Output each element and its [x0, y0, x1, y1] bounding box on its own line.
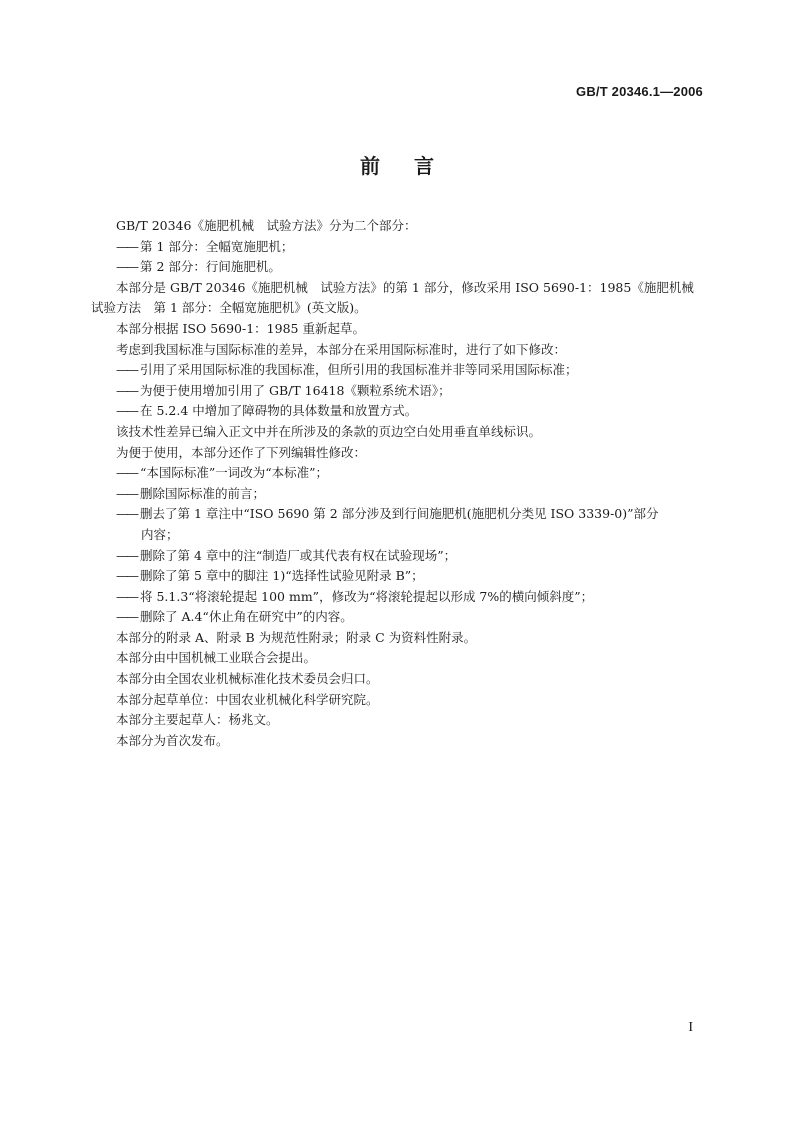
list-item-editorial-3: [91, 504, 703, 525]
page-number: I: [688, 1020, 693, 1035]
dash-mark: ——: [116, 382, 137, 398]
list-item-text: “本国际标准”一词改为“本标准”；: [140, 465, 329, 481]
list-item-difference-2: [91, 381, 703, 402]
list-item-editorial-6: [91, 587, 703, 608]
paragraph-differences: 考虑到我国标准与国际标准的差异，本部分在采用国际标准时，进行了如下修改：: [116, 341, 567, 357]
paragraph-editorial: 为便于使用，本部分还作了下列编辑性修改：: [116, 444, 367, 460]
dash-mark: ——: [116, 609, 137, 625]
list-item-text: 第 1 部分：全幅宽施肥机；: [140, 238, 294, 254]
list-item-editorial-2: [91, 484, 703, 505]
foreword-body: [91, 216, 703, 751]
list-item-text: 删除了 A.4“休止角在研究中”的内容。: [140, 609, 353, 625]
dash-mark: ——: [116, 238, 137, 254]
dash-mark: ——: [116, 259, 137, 275]
paragraph-committee: 本部分由全国农业机械标准化技术委员会归口。: [116, 671, 379, 687]
list-item-editorial-7: [91, 607, 703, 628]
list-item-editorial-1: [91, 463, 703, 484]
dash-mark: ——: [116, 506, 137, 522]
dash-mark: ——: [116, 403, 137, 419]
paragraph-intro: GB/T 20346《施肥机械 试验方法》分为二个部分：: [116, 218, 417, 233]
paragraph-annexes: 本部分的附录 A、附录 B 为规范性附录；附录 C 为资料性附录。: [116, 629, 477, 645]
list-item-part-2: [91, 257, 703, 278]
list-item-text: 删除了第 5 章中的脚注 1)“选择性试验见附录 B”；: [140, 568, 424, 584]
paragraph-marking: 该技术性差异已编入正文中并在所涉及的条款的页边空白处用垂直单线标识。: [116, 423, 542, 439]
list-item-difference-3: [91, 401, 703, 422]
dash-mark: ——: [116, 485, 137, 501]
dash-mark: ——: [116, 465, 137, 481]
dash-mark: ——: [116, 568, 137, 584]
standard-number: GB/T 20346.1—2006: [576, 84, 703, 99]
paragraph-drafter: 本部分主要起草人：杨兆文。: [116, 712, 279, 728]
list-item-editorial-5: [91, 566, 703, 587]
dash-mark: ——: [116, 588, 137, 604]
list-item-text: 引用了采用国际标准的我国标准，但所引用的我国标准并非等同采用国际标准；: [140, 362, 578, 378]
paragraph-adoption-cont: 试验方法 第 1 部分：全幅宽施肥机》(英文版)。: [91, 300, 367, 316]
list-item-text: 将 5.1.3“将滚轮提起 100 mm”，修改为“将滚轮提起以形成 7%的横向倾斜度”；: [140, 588, 594, 604]
list-item-text: 删除国际标准的前言；: [140, 485, 266, 501]
paragraph-adoption: 本部分是 GB/T 20346《施肥机械 试验方法》的第 1 部分，修改采用 ISO 5690-1：1985《施肥机械: [116, 279, 694, 295]
paragraph-first-issue: 本部分为首次发布。: [116, 732, 229, 748]
list-item-text: 第 2 部分：行间施肥机。: [140, 259, 281, 275]
list-item-editorial-3-cont: 内容；: [141, 526, 179, 542]
list-item-editorial-4: [91, 546, 703, 567]
list-item-text: 删除了第 4 章中的注“制造厂或其代表有权在试验现场”；: [140, 547, 457, 563]
page-title: 前言: [360, 154, 468, 178]
dash-mark: ——: [116, 547, 137, 563]
list-item-part-1: [91, 237, 703, 258]
paragraph-drafting-unit: 本部分起草单位：中国农业机械化科学研究院。: [116, 691, 379, 707]
paragraph-redraft: 本部分根据 ISO 5690-1：1985 重新起草。: [116, 320, 365, 336]
list-item-text: 删去了第 1 章注中“ISO 5690 第 2 部分涉及到行间施肥机(施肥机分类见 ISO 3339-0)”部分: [140, 506, 659, 522]
dash-mark: ——: [116, 362, 137, 378]
list-item-text: 为便于使用增加引用了 GB/T 16418《颗粒系统术语》；: [140, 382, 451, 398]
paragraph-proposer: 本部分由中国机械工业联合会提出。: [116, 650, 317, 666]
list-item-difference-1: [91, 360, 703, 381]
list-item-text: 在 5.2.4 中增加了障碍物的具体数量和放置方式。: [140, 403, 418, 419]
